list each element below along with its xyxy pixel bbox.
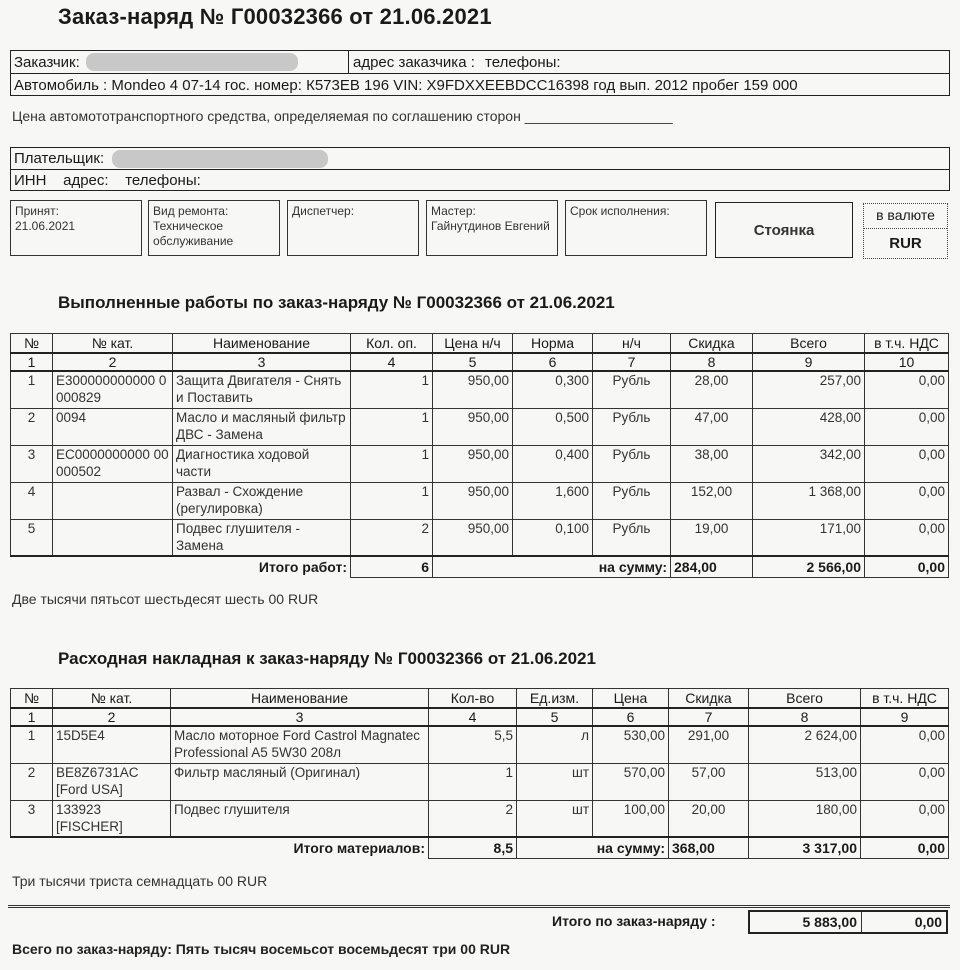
materials-colnum: 1 <box>11 708 53 726</box>
works-colnum: 4 <box>351 353 433 371</box>
grand-total-vat: 0,00 <box>914 914 942 930</box>
redacted-payer-name <box>112 150 328 168</box>
materials-total-qty: 8,5 <box>429 837 517 859</box>
work-name: Подвес глушителя - Замена <box>173 519 351 556</box>
work-norm: 0,100 <box>513 519 593 556</box>
table-row <box>11 726 949 763</box>
grand-total-sum: 5 883,00 <box>750 912 862 932</box>
work-discount: 19,00 <box>671 519 753 556</box>
material-price: 100,00 <box>593 800 669 837</box>
work-num: 2 <box>11 408 53 445</box>
table-row <box>11 371 949 408</box>
material-total: 513,00 <box>749 763 861 800</box>
works-header-total: Всего <box>753 334 865 354</box>
work-vat: 0,00 <box>865 371 949 408</box>
work-vat: 0,00 <box>865 519 949 556</box>
works-total-row <box>11 556 949 578</box>
work-num: 1 <box>11 371 53 408</box>
work-cat: Е300000000000 0000829 <box>53 371 173 408</box>
page-title: Заказ-наряд № Г00032366 от 21.06.2021 <box>58 4 492 29</box>
works-colnum: 9 <box>753 353 865 371</box>
material-name: Подвес глушителя <box>171 800 429 837</box>
price-note: Цена автомототранспортного средства, определяемая по соглашению сторон ___________________ <box>12 108 673 124</box>
materials-title: Расходная накладная к заказ-наряду № Г00032366 от 21.06.2021 <box>58 649 596 668</box>
work-name: Диагностика ходовой части <box>173 445 351 482</box>
material-num: 3 <box>11 800 53 837</box>
payer-label: Плательщик: <box>14 150 105 167</box>
works-total-label: Итого работ: <box>11 556 351 578</box>
materials-header-qty: Кол-во <box>429 689 517 709</box>
work-unit: Рубль <box>593 445 671 482</box>
material-vat: 0,00 <box>861 763 949 800</box>
material-num: 1 <box>11 726 53 763</box>
work-vat: 0,00 <box>865 445 949 482</box>
works-title: Выполненные работы по заказ-наряду № Г00032366 от 21.06.2021 <box>58 293 615 312</box>
customer-address-label: адрес заказчика : <box>353 53 475 71</box>
work-cat <box>53 519 173 556</box>
redacted-customer-name <box>86 53 298 71</box>
work-name: Масло и масляный фильтр ДВС - Замена <box>173 408 351 445</box>
grand-total-label: Итого по заказ-наряду : <box>552 913 716 929</box>
work-unit: Рубль <box>593 519 671 556</box>
repair-type-label: Вид ремонта: <box>153 204 229 218</box>
work-price: 950,00 <box>433 371 513 408</box>
materials-sum-label: на сумму: <box>517 837 669 859</box>
works-header-vat: в т.ч. НДС <box>865 334 949 354</box>
works-in-words: Две тысячи пятьсот шестьдесят шесть 00 RUR <box>12 591 319 607</box>
work-discount: 152,00 <box>671 482 753 519</box>
material-cat: 133923 [FISCHER] <box>53 800 171 837</box>
work-discount: 28,00 <box>671 371 753 408</box>
work-discount: 47,00 <box>671 408 753 445</box>
work-total: 342,00 <box>753 445 865 482</box>
work-cat <box>53 482 173 519</box>
work-qty: 1 <box>351 371 433 408</box>
work-price: 950,00 <box>433 519 513 556</box>
material-num: 2 <box>11 763 53 800</box>
work-price: 950,00 <box>433 445 513 482</box>
material-qty: 2 <box>429 800 517 837</box>
customer-box <box>10 50 950 96</box>
works-header-price: Цена н/ч <box>433 334 513 354</box>
currency-value: RUR <box>889 235 922 252</box>
works-colnum: 8 <box>671 353 753 371</box>
materials-colnum: 8 <box>749 708 861 726</box>
material-discount: 57,00 <box>669 763 749 800</box>
work-unit: Рубль <box>593 371 671 408</box>
dispatcher-box <box>287 200 419 256</box>
materials-colnum: 7 <box>669 708 749 726</box>
works-header-discount: Скидка <box>671 334 753 354</box>
materials-total-sum: 3 317,00 <box>749 837 861 859</box>
material-vat: 0,00 <box>861 800 949 837</box>
work-unit: Рубль <box>593 482 671 519</box>
materials-header-num: № <box>11 689 53 709</box>
materials-total-vat: 0,00 <box>861 837 949 859</box>
work-total: 1 368,00 <box>753 482 865 519</box>
works-colnum: 2 <box>53 353 173 371</box>
materials-colnum: 5 <box>517 708 593 726</box>
material-name: Масло моторное Ford Castrol Magnatec Professional A5 5W30 208л <box>171 726 429 763</box>
works-colnum: 5 <box>433 353 513 371</box>
table-row <box>11 800 949 837</box>
work-norm: 0,400 <box>513 445 593 482</box>
table-row <box>11 408 949 445</box>
material-total: 180,00 <box>749 800 861 837</box>
works-header-norm: Норма <box>513 334 593 354</box>
master-value: Гайнутдинов Евгений <box>431 219 550 233</box>
work-norm: 0,300 <box>513 371 593 408</box>
material-unit: л <box>517 726 593 763</box>
materials-colnum: 6 <box>593 708 669 726</box>
work-num: 3 <box>11 445 53 482</box>
work-qty: 1 <box>351 482 433 519</box>
works-header-unit: н/ч <box>593 334 671 354</box>
grand-total-in-words: Всего по заказ-наряду: Пять тысяч восемьсот восемьдесят три 00 RUR <box>12 941 511 957</box>
customer-phones-label: телефоны: <box>485 53 561 71</box>
payer-inn-line: ИНН адрес: телефоны: <box>14 172 201 189</box>
material-name: Фильтр масляный (Оригинал) <box>171 763 429 800</box>
materials-total-label: Итого материалов: <box>11 837 429 859</box>
material-vat: 0,00 <box>861 726 949 763</box>
materials-header-vat: в т.ч. НДС <box>861 689 949 709</box>
table-row <box>11 519 949 556</box>
deadline-label: Срок исполнения: <box>570 204 670 218</box>
work-total: 257,00 <box>753 371 865 408</box>
table-row <box>11 445 949 482</box>
customer-label: Заказчик: <box>14 53 80 71</box>
works-colnum: 10 <box>865 353 949 371</box>
material-price: 530,00 <box>593 726 669 763</box>
material-qty: 5,5 <box>429 726 517 763</box>
work-vat: 0,00 <box>865 408 949 445</box>
currency-label: в валюте <box>864 204 947 229</box>
master-label: Мастер: <box>431 204 476 218</box>
works-total-sum: 2 566,00 <box>753 556 865 578</box>
work-norm: 0,500 <box>513 408 593 445</box>
master-box <box>426 200 558 256</box>
works-header-qty: Кол. оп. <box>351 334 433 354</box>
material-unit: шт <box>517 763 593 800</box>
work-unit: Рубль <box>593 408 671 445</box>
work-price: 950,00 <box>433 482 513 519</box>
works-colnum: 7 <box>593 353 671 371</box>
repair-type-value: Техническое обслуживание <box>153 219 234 248</box>
material-total: 2 624,00 <box>749 726 861 763</box>
work-cat: 0094 <box>53 408 173 445</box>
accepted-date: 21.06.2021 <box>15 219 76 233</box>
car-line: Автомобиль : Mondeo 4 07-14 гос. номер: К573ЕВ 196 VIN: X9FDXXEEBDCC16398 год вып. 2012 пробег 159 000 <box>14 76 798 94</box>
works-total-discount: 284,00 <box>671 556 753 578</box>
materials-in-words: Три тысячи триста семнадцать 00 RUR <box>12 873 268 889</box>
work-price: 950,00 <box>433 408 513 445</box>
accepted-box <box>10 200 142 256</box>
parking-box <box>715 202 853 258</box>
materials-table <box>10 688 949 859</box>
works-colnum: 1 <box>11 353 53 371</box>
currency-box <box>863 203 948 259</box>
material-cat: BE8Z6731AC [Ford USA] <box>53 763 171 800</box>
work-norm: 1,600 <box>513 482 593 519</box>
work-num: 4 <box>11 482 53 519</box>
works-colnum: 3 <box>173 353 351 371</box>
parking-label: Стоянка <box>753 221 815 239</box>
materials-header-total: Всего <box>749 689 861 709</box>
grand-total-box <box>748 910 948 934</box>
material-qty: 1 <box>429 763 517 800</box>
materials-total-row <box>11 837 949 859</box>
materials-header-unit: Ед.изм. <box>517 689 593 709</box>
materials-colnum: 2 <box>53 708 171 726</box>
materials-header-name: Наименование <box>171 689 429 709</box>
work-discount: 38,00 <box>671 445 753 482</box>
work-total: 171,00 <box>753 519 865 556</box>
deadline-box <box>565 200 707 256</box>
work-qty: 1 <box>351 408 433 445</box>
works-header-cat: № кат. <box>53 334 173 354</box>
work-vat: 0,00 <box>865 482 949 519</box>
grand-total-divider <box>8 905 950 908</box>
work-cat: ЕС0000000000 00000502 <box>53 445 173 482</box>
work-total: 428,00 <box>753 408 865 445</box>
work-num: 5 <box>11 519 53 556</box>
materials-colnum: 4 <box>429 708 517 726</box>
material-price: 570,00 <box>593 763 669 800</box>
materials-colnum: 3 <box>171 708 429 726</box>
materials-header-cat: № кат. <box>53 689 171 709</box>
materials-total-discount: 368,00 <box>669 837 749 859</box>
material-unit: шт <box>517 800 593 837</box>
works-header-name: Наименование <box>173 334 351 354</box>
works-sum-label: на сумму: <box>433 556 671 578</box>
materials-colnum: 9 <box>861 708 949 726</box>
materials-header-discount: Скидка <box>669 689 749 709</box>
works-table <box>10 333 949 578</box>
work-name: Защита Двигателя - Снять и Поставить <box>173 371 351 408</box>
table-row <box>11 482 949 519</box>
material-discount: 20,00 <box>669 800 749 837</box>
materials-header-price: Цена <box>593 689 669 709</box>
material-discount: 291,00 <box>669 726 749 763</box>
work-qty: 2 <box>351 519 433 556</box>
works-header-num: № <box>11 334 53 354</box>
accepted-label: Принят: <box>15 204 59 218</box>
work-qty: 1 <box>351 445 433 482</box>
payer-box <box>10 147 950 191</box>
works-colnum: 6 <box>513 353 593 371</box>
table-row <box>11 763 949 800</box>
works-total-vat: 0,00 <box>865 556 949 578</box>
works-total-qty: 6 <box>351 556 433 578</box>
material-cat: 15D5E4 <box>53 726 171 763</box>
dispatcher-label: Диспетчер: <box>292 204 355 218</box>
repair-type-box <box>148 200 280 256</box>
work-name: Развал - Схождение (регулировка) <box>173 482 351 519</box>
